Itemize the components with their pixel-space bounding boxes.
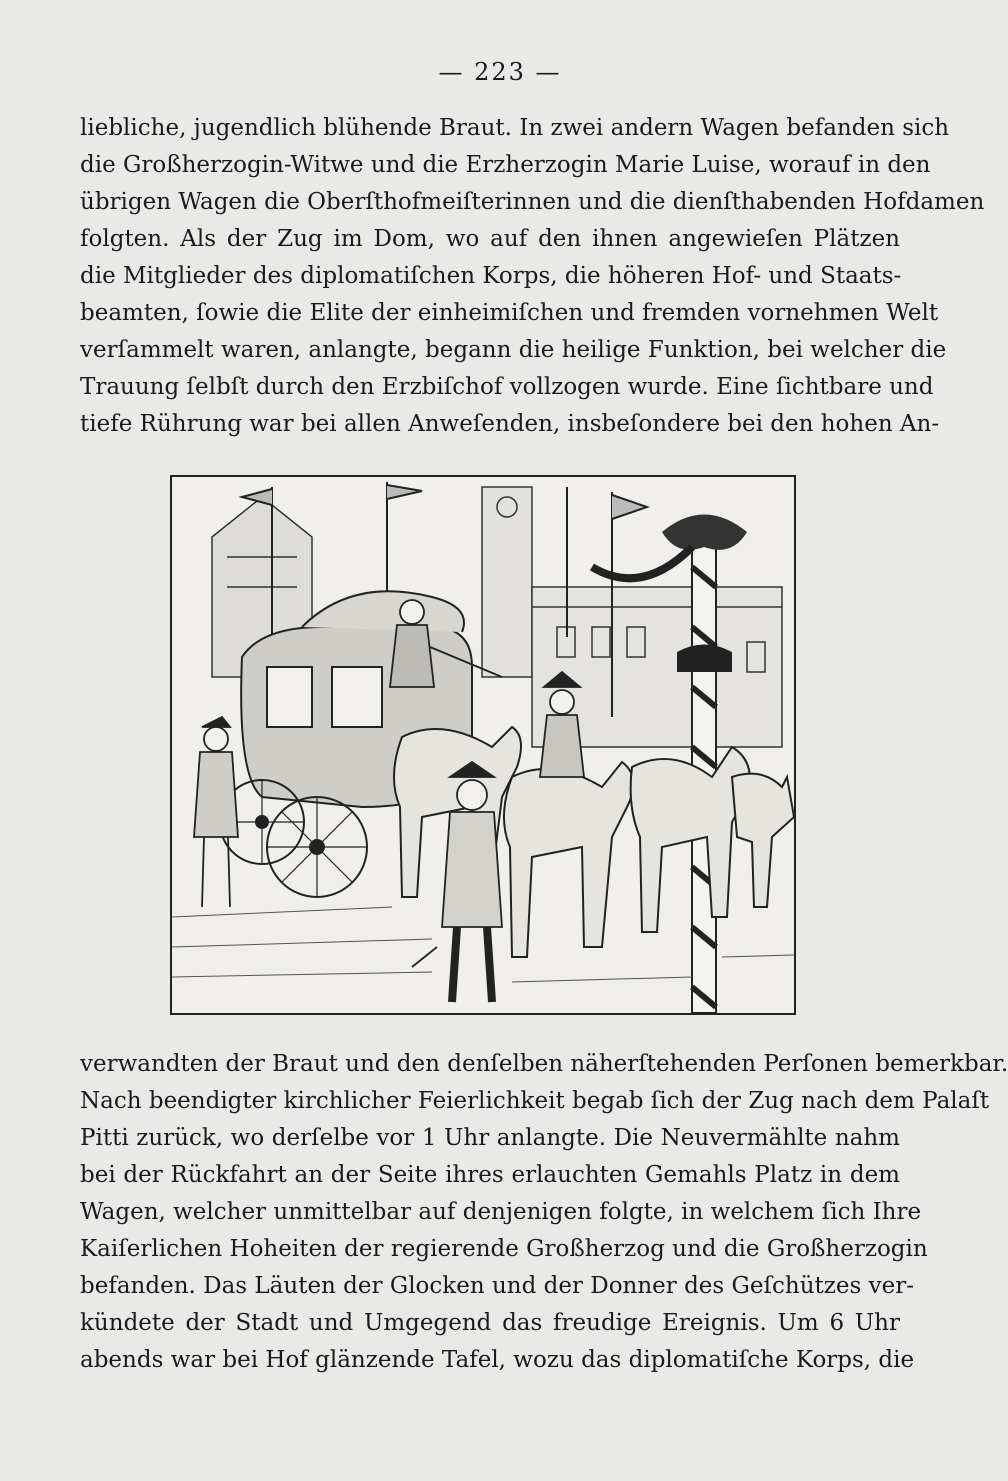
text-line: verſammelt waren, anlangte, begann die heilige Funktion, bei welcher die [80, 337, 947, 363]
text-line: befanden. Das Läuten der Glocken und der Donner des Geſchützes ver- [80, 1273, 914, 1299]
text-line: Kaiſerlichen Hoheiten der regierende Großherzog und die Großherzogin [80, 1236, 928, 1262]
text-line: liebliche, jugendlich blühende Braut. In zwei andern Wagen befanden sich [80, 115, 950, 141]
text-line: bei der Rückfahrt an der Seite ihres erlauchten Gemahls Platz in dem [80, 1162, 900, 1188]
text-line: Wagen, welcher unmittelbar auf denjenigen folgte, in welchem ſich Ihre [80, 1199, 922, 1225]
text-line: folgten. Als der Zug im Dom, wo auf den ihnen angewieſen Plätzen [80, 226, 900, 252]
text-line: tiefe Rührung war bei allen Anweſenden, insbeſondere bei den hohen An- [80, 411, 940, 437]
text-line: die Großherzogin-Witwe und die Erzherzogin Marie Luise, worauf in den [80, 152, 931, 178]
text-line: verwandten der Braut und den denſelben näherſtehenden Perſonen bemerkbar. [80, 1051, 1008, 1077]
illustration-carriage-procession [170, 475, 796, 1015]
page-number: — 223 — [438, 58, 562, 86]
engraving-drawing [172, 477, 794, 1013]
text-line: beamten, ſowie die Elite der einheimiſchen und fremden vornehmen Welt [80, 300, 939, 326]
text-line: Pitti zurück, wo derſelbe vor 1 Uhr anlangte. Die Neuvermählte nahm [80, 1125, 900, 1151]
text-block-bottom [80, 1046, 1008, 1379]
text-line: kündete der Stadt und Umgegend das freudige Ereignis. Um 6 Uhr [80, 1310, 900, 1336]
text-line: die Mitglieder des diplomatiſchen Korps, die höheren Hof- und Staats- [80, 263, 902, 289]
text-block-top [80, 110, 985, 443]
text-line: übrigen Wagen die Oberſthofmeiſterinnen und die dienſthabenden Hofdamen [80, 189, 985, 215]
text-line: abends war bei Hof glänzende Tafel, wozu das diplomatiſche Korps, die [80, 1347, 915, 1373]
rider [540, 672, 584, 777]
soldier-left [194, 717, 238, 907]
text-line: Trauung ſelbſt durch den Erzbiſchof vollzogen wurde. Eine ſichtbare und [80, 374, 934, 400]
text-line: Nach beendigter kirchlicher Feierlichkeit begab ſich der Zug nach dem Palaſt [80, 1088, 990, 1114]
